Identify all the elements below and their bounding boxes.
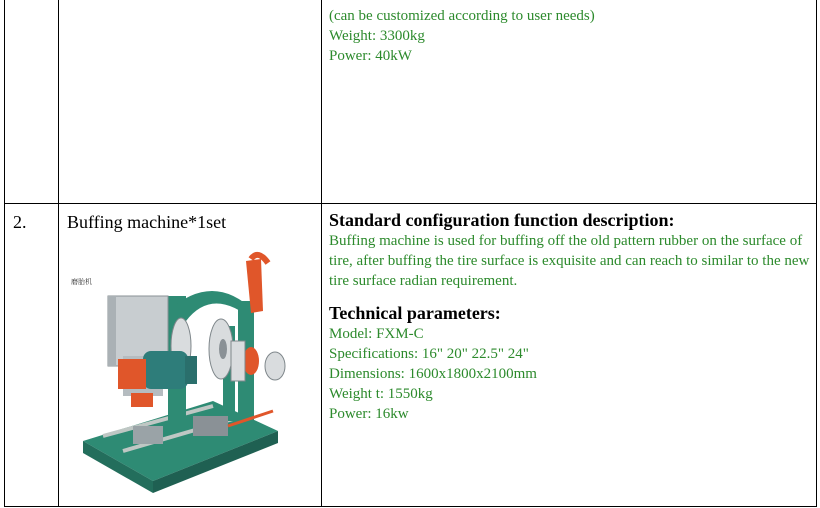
item-cell (59, 0, 322, 204)
customization-note: (can be customized according to user needs) (329, 8, 595, 24)
buffing-machine-photo (63, 241, 313, 503)
description-cell (322, 0, 817, 204)
table-row (5, 204, 817, 507)
description-cell (322, 204, 817, 507)
row-number-cell (5, 204, 59, 507)
param-specifications: Specifications: 16" 20" 22.5" 24" (329, 346, 529, 362)
buffing-machine-illustration (63, 241, 313, 503)
param-weight: Weight t: 1550kg (329, 386, 433, 402)
item-cell (59, 204, 322, 507)
function-description-heading: Standard configuration function description: (329, 210, 675, 230)
item-name: Buffing machine*1set (67, 212, 227, 232)
spec-table (4, 0, 817, 507)
photo-caption: 磨胎机 (71, 278, 92, 286)
technical-parameters-heading: Technical parameters: (329, 303, 501, 323)
param-dimensions: Dimensions: 1600x1800x2100mm (329, 366, 537, 382)
param-power: Power: 16kw (329, 406, 409, 422)
weight-value: Weight: 3300kg (329, 28, 425, 44)
param-model: Model: FXM-C (329, 326, 424, 342)
function-description-text: Buffing machine is used for buffing off the old pattern rubber on the surface of tire, after buffing the tire surface is exquisite and can reach to similar to the new tire surface radian requirement. (329, 233, 810, 289)
row-number: 2. (13, 212, 27, 232)
table-row (5, 0, 817, 204)
power-value: Power: 40kW (329, 48, 412, 64)
row-number-cell (5, 0, 59, 204)
